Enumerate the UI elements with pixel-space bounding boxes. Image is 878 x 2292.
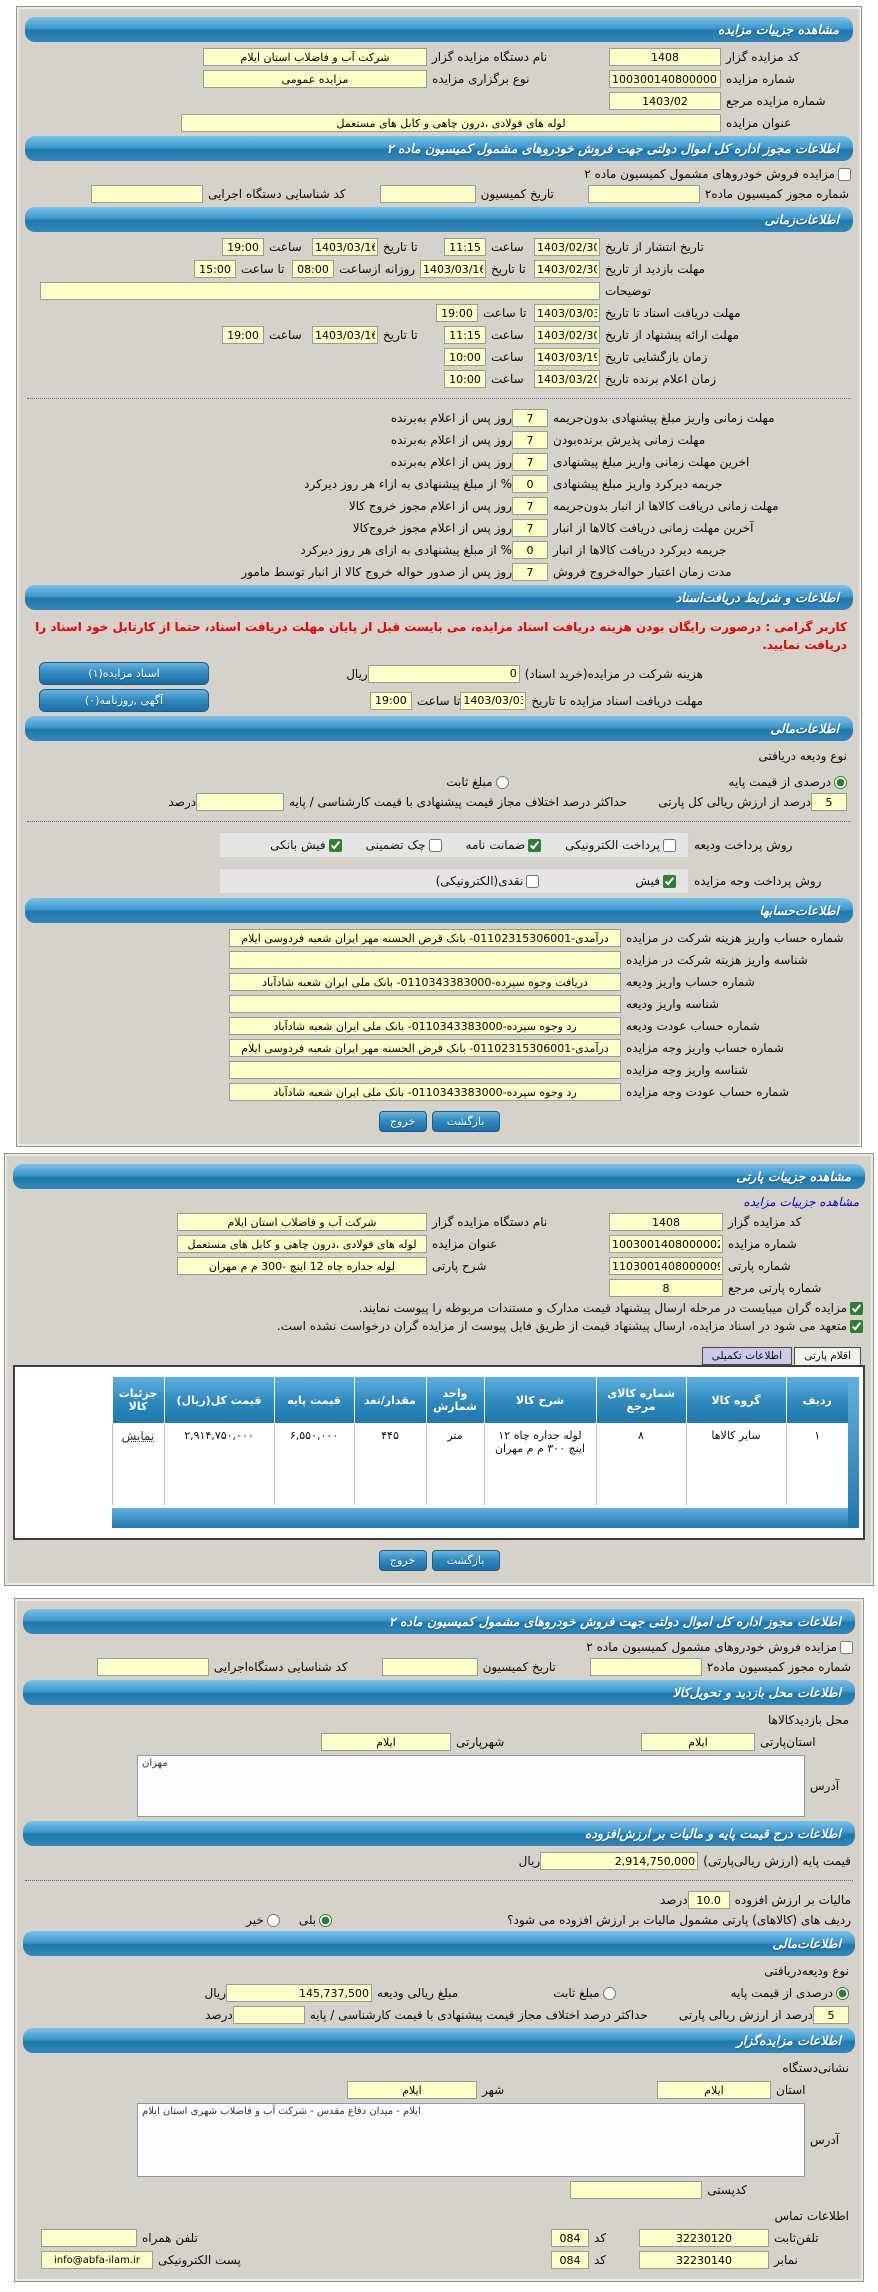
visit-location-header: اطلاعات محل بازدید و تحویل‌کالا (23, 1680, 855, 1705)
col-row-index: ردیف (786, 1377, 848, 1423)
permit-number-field[interactable] (588, 185, 700, 203)
col-goods-desc: شرح کالا (484, 1377, 596, 1423)
col-base-price: قیمت پایه (274, 1377, 354, 1423)
publish-dates-row (25, 238, 758, 256)
penalty-label: مهلت زمانی واریز مبلغ پیشنهادی بدون‌جریمه (553, 411, 775, 425)
visit-to-date-field[interactable] (420, 260, 486, 278)
account-field[interactable] (229, 973, 621, 991)
postal-code-field[interactable] (570, 2181, 702, 2199)
penalty-suffix: روز پس از اعلام به‌برنده (390, 433, 512, 447)
party-number-field[interactable] (609, 1257, 723, 1275)
deposit-type-radio-row (23, 1984, 855, 2002)
auction-details-title: مشاهده جزییات مزایده (717, 22, 839, 37)
article2-auction-checkbox[interactable] (838, 168, 851, 181)
party-extra-info-panel (14, 1598, 864, 2282)
goods-visit-place-label: محل بازدیدکالاها (767, 1713, 849, 1727)
pay-electronic-label: پرداخت الکترونیکی (565, 838, 660, 852)
deposit-percent-label: درصدی از قیمت پایه (730, 1986, 833, 2000)
penalty-days-field[interactable] (512, 497, 548, 515)
postal-code-label: کدپستی (707, 2183, 747, 2197)
exit-button[interactable]: خروج (379, 1550, 427, 1571)
auctioneer-code-field[interactable] (609, 1213, 723, 1231)
penalty-row (25, 497, 798, 515)
winner-date-field[interactable] (534, 370, 600, 388)
docs-receive-deadline-date[interactable] (460, 692, 526, 710)
agency-name-field[interactable] (177, 1213, 427, 1231)
col-goods-ref: شماره کالای مرجع (596, 1377, 686, 1423)
offer-to-time-field[interactable] (222, 326, 264, 344)
table-side-strip (848, 1377, 859, 1528)
phone-row (23, 2229, 855, 2247)
cell-goods-desc: لوله جداره چاه ۱۲ اینچ ۳۰۰ م م مهران (484, 1423, 596, 1505)
pay-guarantee-label: ضمانت نامه (465, 838, 526, 852)
auction-title-label: عنوان مزایده (726, 116, 792, 130)
offer-date-label: مهلت ارائه پیشنهاد از تاریخ (605, 328, 740, 342)
penalty-row (25, 475, 798, 493)
auction-pay-options-box (219, 868, 689, 894)
hour-label: ساعت (491, 372, 524, 386)
penalty-label: اخرین مهلت زمانی واریز مبلغ پیشنهادی (553, 455, 750, 469)
exec-agency-id-field[interactable] (91, 185, 203, 203)
publish-from-date-field[interactable] (534, 238, 600, 256)
agency-address-textarea[interactable] (137, 2103, 805, 2177)
deposit-percent-row (23, 2006, 855, 2024)
visit-address-label: آدرس (810, 1779, 840, 1793)
account-field[interactable] (229, 1017, 621, 1035)
rial-label: ریال (518, 1854, 541, 1868)
visit-dates-row (25, 260, 758, 278)
hold-type-field[interactable] (203, 70, 427, 88)
docs-receive-deadline-label: مهلت دریافت اسناد مزایده تا تاریخ (531, 693, 703, 708)
penalty-days-field[interactable] (512, 453, 548, 471)
pay-guarantee-checkbox[interactable] (528, 839, 541, 852)
time-section-header: اطلاعات‌زمانی (25, 207, 853, 232)
percent-word-label: درصد (205, 2008, 233, 2022)
auctioneer-code-label: کد مزایده گزار (726, 50, 800, 64)
permit-section-header: اطلاعات مجوز اداره کل اموال دولتی جهت فروش خودروهای مشمول کمیسیون ماده ۲ (25, 136, 853, 161)
auction-docs-button[interactable]: اسناد مزایده(۱) (39, 662, 209, 685)
account-row (25, 1039, 849, 1057)
fax-field[interactable] (639, 2251, 769, 2269)
penalty-label: مدت زمان اعتبار حواله‌خروج فروش (553, 565, 732, 579)
max-diff-label: حداکثر درصد اختلاف مجاز قیمت پیشنهادی با قیمت کارشناسی / پایه (289, 795, 628, 809)
deposit-fixed-radio[interactable] (496, 776, 509, 789)
vat-yes-label: بلی (298, 1913, 317, 1927)
until-date-label: تا تاریخ (491, 262, 526, 276)
col-goods-group: گروه کالا (686, 1377, 786, 1423)
penalty-suffix: % از مبلغ پیشنهادی به ازای هر روز دیرکرد (300, 543, 512, 557)
auctioneer-code-label: کد مزایده گزار (728, 1215, 802, 1229)
party-items-table (112, 1377, 849, 1505)
pay-bankslip-checkbox[interactable] (329, 839, 342, 852)
landline-label: تلفن‌ثابت (774, 2231, 819, 2245)
attach-docs-checkbox[interactable] (850, 1302, 863, 1315)
visit-from-date-field[interactable] (534, 260, 600, 278)
fax-label: نمابر (774, 2253, 798, 2267)
city-label: شهر (482, 2083, 505, 2097)
vat-no-radio[interactable] (267, 1914, 280, 1927)
permit-section-header: اطلاعات مجوز اداره کل اموال دولتی جهت فروش خودروهای مشمول کمیسیون ماده ۲ (23, 1609, 855, 1634)
docs-fee-label: هزینه شرکت در مزایده(خرید اسناد) (524, 666, 703, 681)
deposit-pay-options-box (219, 832, 689, 858)
cell-row-index: ۱ (786, 1423, 848, 1505)
docs-deadline-row2 (25, 689, 853, 712)
opening-time-field[interactable] (444, 348, 486, 366)
deposit-fixed-label: مبلغ ثابت (553, 1986, 600, 2000)
no-file-offer-label: متعهد می شود در اسناد مزایده، ارسال پیشنهاد قیمت از طریق فایل پیوست از مزایده گران درخواست نشده است. (276, 1319, 847, 1333)
base-price-label: قیمت پایه (ارزش ریالی‌پارتی) (703, 1854, 851, 1868)
account-row (25, 1061, 849, 1079)
until-date-label: تا تاریخ (383, 240, 418, 254)
penalty-label: آخرین مهلت زمانی دریافت کالاها از انبار (553, 521, 754, 535)
contact-info-title: اطلاعات تماس (774, 2209, 849, 2223)
docs-deadline-row (25, 304, 758, 322)
city-field[interactable] (347, 2081, 477, 2099)
party-items-table-container (13, 1365, 865, 1540)
penalty-suffix: روز پس از صدور حواله خروج کالا از انبار توسط مامور (241, 565, 512, 579)
landline-field[interactable] (639, 2229, 769, 2247)
auction-details-panel (16, 6, 862, 1147)
area-code-field[interactable] (551, 2229, 589, 2247)
max-diff-label: حداکثر درصد اختلاف مجاز قیمت پیشنهادی با قیمت کارشناسی / پایه (309, 2008, 648, 2022)
notes-field[interactable] (40, 282, 600, 300)
party-ref-number-field[interactable] (609, 1279, 723, 1297)
deposit-type-label: نوع ودیعه‌دریافتی (764, 1964, 849, 1978)
publish-to-time-field[interactable] (222, 238, 264, 256)
opening-time-label: زمان بازگشایی تاریخ (605, 350, 708, 364)
base-price-field[interactable] (540, 1852, 698, 1870)
view-auction-details-link[interactable]: مشاهده جزییات مزایده (743, 1195, 859, 1209)
auction-number-field[interactable] (609, 70, 721, 88)
vat-no-label: خیر (246, 1913, 264, 1927)
auction-pay-slip-checkbox[interactable] (663, 875, 676, 888)
permit-number-field[interactable] (590, 1658, 702, 1676)
hour-label: ساعت (491, 328, 524, 342)
docs-fee-row (25, 662, 853, 685)
penalty-label: جریمه دیرکرد دریافت کالاها از انبار (553, 543, 727, 557)
exec-agency-id-field[interactable] (97, 1658, 209, 1676)
tab-extra-info[interactable]: اطلاعات تکمیلی (702, 1347, 792, 1365)
auction-pay-method-row (25, 868, 853, 894)
max-diff-field[interactable] (233, 2006, 305, 2024)
offer-dates-row (25, 326, 758, 344)
col-unit: واحد شمارش (426, 1377, 484, 1423)
cell-goods-group: سایر کالاها (686, 1423, 786, 1505)
auction-title-field[interactable] (177, 1235, 427, 1253)
pay-bankslip-label: فیش بانکی (270, 838, 326, 852)
accounts-section-header: اطلاعات‌حسابها (25, 898, 853, 923)
docs-fee-field[interactable] (368, 665, 520, 683)
mobile-label: تلفن همراه (142, 2231, 198, 2245)
deposit-fixed-label: مبلغ ثابت (446, 775, 493, 789)
deposit-percent-radio[interactable] (836, 1987, 849, 2000)
party-city-label: شهرپارتی (456, 1735, 505, 1749)
auction-ref-number-field[interactable] (609, 92, 721, 110)
account-row (25, 929, 849, 947)
table-row (112, 1423, 848, 1505)
penalty-row (25, 453, 798, 471)
docs-warning-text: کاربر گرامی : درصورت رایگان بودن هزینه دریافت اسناد مزایده، می بایست قبل از پایان مهلت دریافت اسناد، حتما از کارتابل خود اسناد را دریافت نمایید. (35, 620, 847, 652)
visit-to-time-field[interactable] (194, 260, 236, 278)
deposit-fixed-radio[interactable] (603, 1987, 616, 2000)
hour-label: ساعت (269, 240, 302, 254)
winner-time-field[interactable] (444, 370, 486, 388)
auction-number-label: شماره مزایده (728, 1237, 797, 1251)
hour-label: ساعت (269, 328, 302, 342)
visit-from-time-field[interactable] (292, 260, 334, 278)
account-field[interactable] (229, 951, 621, 969)
deposit-percent-field[interactable] (813, 2006, 849, 2024)
vat-question-row (23, 1913, 855, 1927)
tab-party-items[interactable]: اقلام پارتی (794, 1347, 861, 1365)
cell-unit: متر (426, 1423, 484, 1505)
cell-goods-ref: ۸ (596, 1423, 686, 1505)
commission-date-field[interactable] (380, 185, 476, 203)
account-label: شماره حساب عودت ودیعه (626, 1019, 760, 1033)
penalty-label: جریمه دیرکرد واریز مبلغ پیشنهادی (553, 477, 723, 491)
fax-area-code-field[interactable] (551, 2251, 589, 2269)
deposit-percent-label: درصدی از قیمت پایه (728, 775, 831, 789)
show-details-link[interactable]: نمایش (121, 1429, 155, 1443)
auction-details-header (25, 17, 853, 42)
auctioneer-info-header: اطلاعات مزایده‌گزار (23, 2028, 855, 2053)
province-label: استان (776, 2083, 806, 2097)
agency-address-title: نشانی‌دستگاه (782, 2061, 849, 2075)
vat-question-label: ردیف های (کالاهای) پارتی مشمول مالیات بر ارزش افزوده می شود؟ (507, 1913, 851, 1927)
account-row (25, 1083, 849, 1101)
pay-electronic-checkbox[interactable] (663, 839, 676, 852)
divider (25, 1880, 853, 1881)
article2-auction-label: مزایده فروش خودروهای مشمول کمیسیون ماده ۲ (584, 167, 835, 181)
hold-type-label: نوع برگزاری مزایده (432, 72, 530, 86)
email-label: پست الکترونیکی (158, 2253, 241, 2267)
deposit-percent-row (25, 793, 853, 811)
divider (27, 398, 851, 399)
area-code-label: کد (594, 2231, 607, 2245)
opening-date-field[interactable] (534, 348, 600, 366)
penalty-suffix: % از مبلغ پیشنهادی به ازاء هر روز دیرکرد (304, 477, 512, 491)
penalty-label: مهلت زمانی پذیرش برنده‌بودن (553, 433, 706, 447)
party-number-label: شماره پارتی (728, 1259, 791, 1273)
financial-section-header: اطلاعات‌مالی (25, 716, 853, 741)
party-province-field[interactable] (641, 1733, 755, 1751)
penalty-row (25, 541, 798, 559)
col-total-price: قیمت کل(ریال) (164, 1377, 274, 1423)
deposit-amount-label: مبلغ ریالی ودیعه (377, 1986, 459, 2000)
max-diff-field[interactable] (196, 793, 284, 811)
fax-row (23, 2251, 855, 2269)
account-field[interactable] (229, 995, 621, 1013)
account-row (25, 995, 849, 1013)
deposit-amount-field[interactable] (226, 1984, 372, 2002)
vat-yes-radio[interactable] (319, 1914, 332, 1927)
auction-pay-slip-label: فیش (635, 874, 660, 888)
base-price-vat-header: اطلاعات درج قیمت پایه و مالیات بر ارزش‌افزوده (23, 1821, 855, 1846)
auction-pay-method-label: روش پرداخت وجه مزایده (694, 874, 822, 888)
area-code-label: کد (594, 2253, 607, 2267)
account-row (25, 1017, 849, 1035)
email-field[interactable] (41, 2251, 153, 2269)
ad-newspaper-button[interactable]: آگهی ,روزنامه(۰) (39, 689, 209, 712)
article2-auction-checkbox[interactable] (840, 1641, 853, 1654)
penalty-days-field[interactable] (512, 563, 548, 581)
offer-to-date-field[interactable] (312, 326, 378, 344)
cell-base-price: ۶,۵۵۰,۰۰۰ (274, 1423, 354, 1505)
docs-deadline-date-field[interactable] (534, 304, 600, 322)
offer-from-date-field[interactable] (534, 326, 600, 344)
visit-date-label: مهلت بازدید از تاریخ (605, 262, 705, 276)
penalty-days-field[interactable] (512, 409, 548, 427)
financial-section-header: اطلاعات‌مالی (23, 1931, 855, 1956)
deposit-type-label: نوع ودیعه دریافتی (758, 749, 847, 763)
account-label: شناسه واریز ودیعه (626, 997, 720, 1011)
offer-from-time-field[interactable] (444, 326, 486, 344)
agency-address-label: آدرس (810, 2133, 840, 2147)
penalty-row (25, 409, 798, 427)
docs-receive-deadline-time[interactable] (370, 692, 412, 710)
party-details-header: مشاهده جزییات پارتی (13, 1164, 865, 1189)
commission-date-field[interactable] (382, 1658, 478, 1676)
auction-title-label: عنوان مزایده (432, 1237, 498, 1251)
until-hour-label: تا ساعت (483, 306, 527, 320)
commission-date-label: تاریخ کمیسیون (482, 1660, 556, 1674)
deposit-percent-field[interactable] (811, 793, 847, 811)
deposit-percent-of-label: درصد از ارزش ریالی کل پارتی (658, 795, 811, 809)
penalty-percent-field[interactable] (512, 475, 548, 493)
deposit-percent-of-label: درصد از ارزش ریالی پارتی (678, 2008, 813, 2022)
daily-from-hour-label: روزانه ازساعت (339, 262, 416, 276)
party-desc-label: شرح پارتی (432, 1259, 487, 1273)
account-field[interactable] (229, 929, 621, 947)
vat-percent-label: مالیات بر ارزش افزوده (734, 1893, 851, 1907)
penalty-percent-field[interactable] (512, 541, 548, 559)
auction-pay-cash-checkbox[interactable] (526, 875, 539, 888)
until-date-label: تا تاریخ (383, 328, 418, 342)
party-ref-number-label: شماره پارتی مرجع (728, 1281, 822, 1295)
until-hour-label: تا ساعت (241, 262, 285, 276)
publish-date-label: تاریخ انتشار از تاریخ (605, 240, 704, 254)
percent-word-label: درصد (168, 795, 197, 809)
notes-row (25, 282, 758, 300)
penalty-suffix: روز پس از اعلام به‌برنده (390, 455, 512, 469)
penalty-days-field[interactable] (512, 431, 548, 449)
deposit-pay-method-label: روش پرداخت ودیعه (694, 838, 793, 852)
exit-button[interactable]: خروج (379, 1111, 427, 1132)
penalty-row (25, 563, 798, 581)
deposit-percent-radio[interactable] (834, 776, 847, 789)
party-details-panel (4, 1153, 874, 1586)
auction-pay-cash-label: نقدی(الکترونیکی) (435, 874, 524, 888)
no-file-offer-checkbox[interactable] (850, 1320, 863, 1333)
account-field[interactable] (229, 1083, 621, 1101)
winner-announce-row (25, 370, 758, 388)
account-field[interactable] (229, 1061, 621, 1079)
penalty-suffix: روز پس از اعلام مجوز خروج کالا (348, 499, 512, 513)
back-button[interactable]: بازگشت (432, 1550, 500, 1571)
pay-cheque-checkbox[interactable] (429, 839, 442, 852)
penalty-suffix: روز پس از اعلام به‌برنده (390, 411, 512, 425)
notes-label: توضیحات (605, 284, 652, 298)
auctioneer-code-field[interactable] (609, 48, 721, 66)
exec-agency-id-label: کد شناسایی دستگاه اجرایی (208, 187, 346, 201)
province-field[interactable] (657, 2081, 771, 2099)
account-label: شماره حساب عودت وجه مزایده (626, 1085, 790, 1099)
table-footer-bar (112, 1508, 849, 1528)
penalty-row (25, 519, 798, 537)
account-label: شماره حساب واریز وجه مزایده (626, 1041, 784, 1055)
mobile-field[interactable] (41, 2229, 137, 2247)
agency-name-field[interactable] (203, 48, 427, 66)
party-province-label: استان‌پارتی (760, 1735, 816, 1749)
percent-word-label: درصد (659, 1893, 688, 1907)
publish-from-time-field[interactable] (444, 238, 486, 256)
penalty-row (25, 431, 798, 449)
commission-date-label: تاریخ کمیسیون (480, 187, 554, 201)
pay-cheque-label: چک تضمینی (365, 838, 426, 852)
auction-number-field[interactable] (609, 1235, 723, 1253)
permit-number-label: شماره مجوز کمیسیون ماده۲ (704, 187, 849, 201)
auction-number-label: شماره مزایده (726, 72, 795, 86)
penalty-label: مهلت زمانی دریافت کالاها از انبار بدون‌جریمه (553, 499, 779, 513)
publish-to-date-field[interactable] (312, 238, 378, 256)
article2-auction-label: مزایده فروش خودروهای مشمول کمیسیون ماده ۲ (586, 1640, 837, 1654)
col-quantity: مقدار/تعد (354, 1377, 426, 1423)
deposit-pay-method-row (25, 832, 853, 858)
agency-name-label: نام دستگاه مزایده گزار (432, 50, 548, 64)
cell-total-price: ۲,۹۱۴,۷۵۰,۰۰۰ (164, 1423, 274, 1505)
vat-percent-field[interactable] (688, 1891, 730, 1909)
docs-section-header: اطلاعات و شرایط دریافت‌اسناد (25, 585, 853, 610)
party-city-field[interactable] (321, 1733, 451, 1751)
divider (27, 821, 851, 822)
party-desc-field[interactable] (177, 1257, 427, 1275)
exec-agency-id-label: کد شناسایی دستگاه‌اجرایی (213, 1660, 348, 1674)
penalty-suffix: روز پس از اعلام مجوز خروج‌کالا (352, 521, 512, 535)
penalty-days-field[interactable] (512, 519, 548, 537)
attach-docs-label: مزایده گران میبایست در مرحله ارسال پیشنهاد قیمت مدارک و مستندات مربوطه را پیوست نمایند. (358, 1301, 847, 1315)
account-field[interactable] (229, 1039, 621, 1057)
docs-deadline-time-field[interactable] (436, 304, 478, 322)
col-details: جزئیات کالا (112, 1377, 164, 1423)
docs-deadline-label: مهلت دریافت اسناد تا تاریخ (605, 306, 741, 320)
hour-label: ساعت (491, 350, 524, 364)
opening-time-row (25, 348, 758, 366)
hour-label: ساعت (491, 240, 524, 254)
back-button[interactable]: بازگشت (432, 1111, 500, 1132)
rial-label: ریال (346, 666, 368, 681)
table-header-row (112, 1377, 848, 1423)
account-label: شناسه واریز هزینه شرکت در مزایده (626, 953, 808, 967)
agency-name-label: نام دستگاه مزایده گزار (432, 1215, 548, 1229)
deposit-type-radio-row (25, 775, 853, 789)
auction-detail-page (0, 6, 878, 2282)
party-tabs (13, 1347, 865, 1365)
until-hour-label: تا ساعت (416, 693, 461, 708)
account-row (25, 973, 849, 991)
account-label: شماره حساب واریز هزینه شرکت در مزایده (626, 931, 844, 945)
winner-announce-label: زمان اعلام برنده تاریخ (605, 372, 716, 386)
account-label: شماره حساب واریز ودیعه (626, 975, 755, 989)
auction-ref-number-label: شماره مزایده مرجع (726, 94, 826, 108)
account-label: شناسه واریز وجه مزایده (626, 1063, 749, 1077)
auction-title-field[interactable] (181, 114, 721, 132)
visit-address-textarea[interactable] (137, 1755, 805, 1817)
cell-quantity: ۴۴۵ (354, 1423, 426, 1505)
permit-number-label: شماره مجوز کمیسیون ماده۲ (706, 1660, 851, 1674)
account-row (25, 951, 849, 969)
rial-label: ریال (204, 1986, 227, 2000)
